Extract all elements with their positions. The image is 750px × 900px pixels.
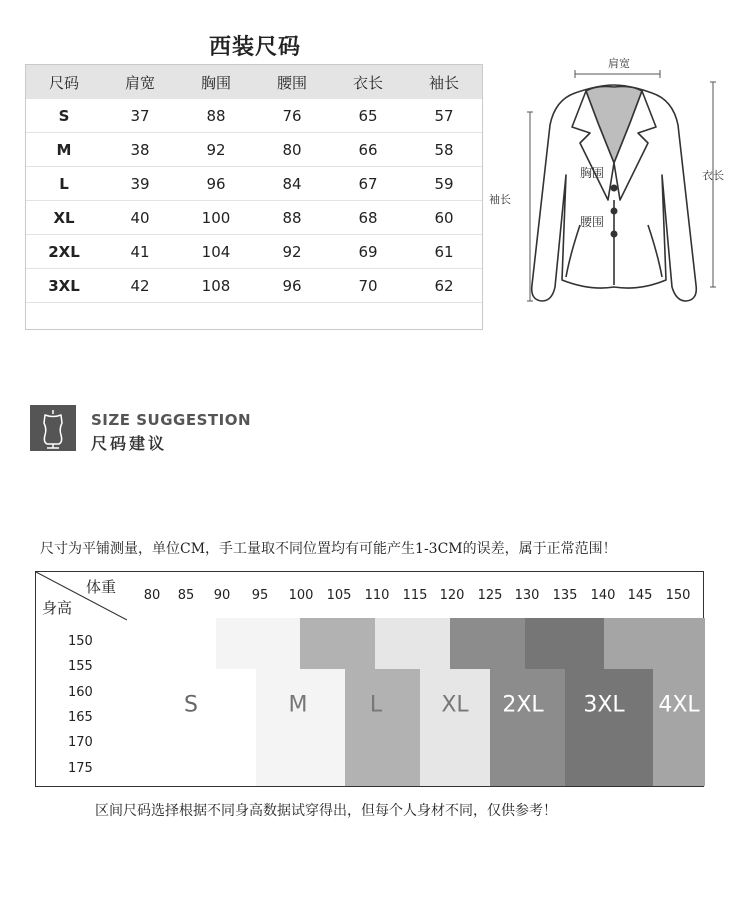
cell-size: 3XL [48,276,80,295]
size-label: XL [441,692,469,718]
cell-sleeve: 61 [434,242,454,261]
size-label: 2XL [502,692,544,718]
jacket-diagram [489,55,730,310]
weight-tick: 95 [251,588,269,603]
height-tick: 175 [68,761,93,776]
size-spec-table [25,64,483,330]
suggestion-title-en: SIZE SUGGESTION [91,411,252,429]
cell-waist: 80 [282,140,302,159]
weight-tick: 80 [143,588,161,603]
cell-shoulder: 37 [130,106,150,125]
header-length: 衣长 [352,73,383,92]
size-band [490,669,565,786]
page-title: 西装尺码 [208,35,301,60]
header-sleeve: 袖长 [428,73,459,92]
size-band [375,618,450,669]
cell-waist: 76 [282,106,302,125]
size-band [420,669,490,786]
height-tick: 160 [68,685,93,700]
table-row [26,235,482,269]
cell-shoulder: 39 [130,174,150,193]
weight-axis-label: 体重 [86,578,117,596]
size-band [256,669,345,786]
weight-tick: 115 [402,588,428,603]
size-band [653,669,705,786]
cell-size: XL [53,208,75,227]
cell-length: 67 [358,174,378,193]
table-row [26,269,482,303]
cell-size: 2XL [48,242,80,261]
shoulder-label: 肩宽 [608,57,630,70]
size-label: L [369,692,383,718]
cell-length: 70 [358,276,378,295]
cell-chest: 104 [201,242,231,261]
height-tick: 155 [68,659,93,674]
table-body [26,99,482,303]
cell-chest: 100 [201,208,231,227]
cell-chest: 96 [206,174,226,193]
header-size: 尺码 [48,73,79,92]
header-waist: 腰围 [276,73,307,92]
height-tick: 170 [68,735,93,750]
height-tick: 165 [68,710,93,725]
weight-tick: 110 [364,588,390,603]
chest-label: 胸围 [580,166,605,180]
cell-waist: 96 [282,276,302,295]
weight-tick: 130 [514,588,540,603]
cell-sleeve: 59 [434,174,454,193]
size-band [450,618,525,669]
cell-shoulder: 41 [130,242,150,261]
table-row [26,133,482,167]
cell-size: S [58,106,70,125]
cell-chest: 88 [206,106,226,125]
size-band [604,618,705,669]
weight-tick: 125 [477,588,503,603]
weight-tick: 120 [439,588,465,603]
waist-label: 腰围 [580,215,605,229]
cell-length: 65 [358,106,378,125]
cell-sleeve: 60 [434,208,454,227]
weight-tick: 90 [213,588,231,603]
height-tick: 150 [68,634,93,649]
size-band [565,669,653,786]
cell-length: 68 [358,208,378,227]
cell-chest: 92 [206,140,226,159]
cell-waist: 88 [282,208,302,227]
reference-note: 区间尺码选择根据不同身高数据试穿得出，但每个人身材不同，仅供参考！ [95,803,557,819]
cell-sleeve: 62 [434,276,454,295]
size-band [300,618,375,669]
height-axis-label: 身高 [42,599,73,617]
size-band [345,669,420,786]
size-recommendation-grid [35,571,704,787]
suggestion-title-cn: 尺码建议 [91,434,168,453]
cell-waist: 92 [282,242,302,261]
table-header [26,65,482,99]
header-shoulder: 肩宽 [124,73,155,92]
cell-shoulder: 38 [130,140,150,159]
size-label: S [184,692,198,718]
weight-tick: 135 [552,588,578,603]
cell-sleeve: 58 [434,140,454,159]
size-band [525,618,604,669]
cell-sleeve: 57 [434,106,454,125]
table-row [26,99,482,133]
table-row [26,167,482,201]
table-row [26,201,482,235]
cell-shoulder: 40 [130,208,150,227]
size-label: 3XL [583,692,625,718]
size-label: 4XL [658,692,700,718]
weight-tick: 100 [288,588,314,603]
weight-tick: 150 [665,588,691,603]
cell-size: M [56,140,72,159]
weight-tick: 145 [627,588,653,603]
cell-chest: 108 [201,276,231,295]
size-label: M [288,692,308,718]
cell-length: 69 [358,242,378,261]
cell-shoulder: 42 [130,276,150,295]
cell-waist: 84 [282,174,302,193]
weight-tick: 140 [590,588,616,603]
length-label: 衣长 [702,169,724,182]
cell-length: 66 [358,140,378,159]
measurement-note: 尺寸为平铺测量，单位CM，手工量取不同位置均有可能产生1-3CM的误差，属于正常范围！ [40,541,617,557]
cell-size: L [59,174,69,193]
weight-tick: 105 [326,588,352,603]
header-chest: 胸围 [200,73,231,92]
size-band [216,618,300,669]
weight-tick: 85 [177,588,195,603]
sleeve-label: 袖长 [489,193,511,206]
mannequin-icon [30,405,76,451]
